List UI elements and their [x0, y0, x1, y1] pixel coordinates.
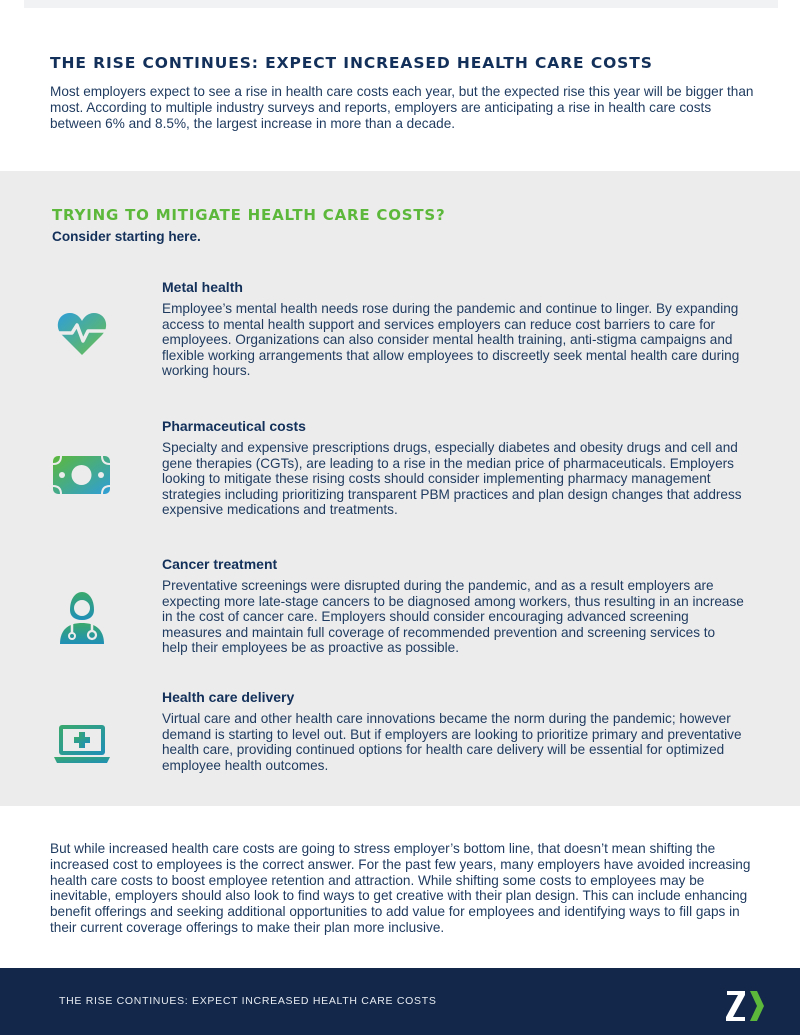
item-body: Preventative screenings were disrupted during the pandemic, and as a result employers are expecting more late-stage cancers to be diagnosed among workers, thus resulting in an increase in the cost of cancer care. Employers should consider encouraging advanced screening measures and maintain full coverage of recommended prevention and screening services to help their employees be as proactive as possible. — [162, 578, 744, 656]
top-divider — [24, 0, 778, 8]
item-body: Virtual care and other health care innovations became the norm during the pandemic; however demand is starting to level out. But if employers are looking to prioritize primary and preventative health care, providing continued options for health care delivery will be essential for optimized employee health outcomes. — [162, 711, 742, 773]
mitigation-subtitle: Consider starting here. — [52, 229, 201, 244]
item-title: Health care delivery — [162, 689, 295, 705]
item-body: Employee’s mental health needs rose during the pandemic and continue to linger. By expanding access to mental health support and services employers can reduce cost barriers to care for employees. Organizations can also consider mental health training, anti-stigma campaigns and flexible working arrangements that allow employees to discreetly seek mental health care during working hours. — [162, 301, 740, 379]
doctor-stethoscope-icon — [50, 590, 114, 642]
money-bill-icon — [50, 448, 114, 500]
zywave-logo-icon — [724, 988, 766, 1024]
laptop-medical-icon — [50, 721, 114, 773]
item-title: Cancer treatment — [162, 556, 278, 572]
heart-pulse-icon — [50, 309, 114, 361]
intro-section — [50, 54, 762, 131]
page-footer — [0, 968, 800, 1035]
item-body: Specialty and expensive prescriptions drugs, especially diabetes and obesity drugs and cell and gene therapies (CGTs), are leading to a rise in the median price of pharmaceuticals. Employers looking to mitigate these rising costs should consider implementing pharmacy management strategies including prioritizing transparent PBM practices and plan design changes that address expensive medications and treatments. — [162, 440, 742, 518]
footer-title: THE RISE CONTINUES: EXPECT INCREASED HEALTH CARE COSTS — [59, 995, 437, 1007]
intro-paragraph: Most employers expect to see a rise in health care costs each year, but the expected rise this year will be bigger than most. According to multiple industry surveys and reports, employers are anticipating a rise in health care costs between 6% and 8.5%, the largest increase in more than a decade. — [50, 84, 754, 131]
item-title: Pharmaceutical costs — [162, 418, 306, 434]
closing-paragraph: But while increased health care costs are going to stress employer’s bottom line, that doesn’t mean shifting the increased cost to employees is the correct answer. For the past few years, many employers have avoided increasing health care costs to boost employee retention and attraction. While shifting some costs to employees may be inevitable, employers should also look to find ways to get creative with their plan design. This can include enhancing benefit offerings and seeking additional opportunities to add value for employees and identifying ways to fill gaps in their current coverage offerings to make their plan more inclusive. — [50, 841, 751, 935]
item-title: Metal health — [162, 279, 243, 295]
page-title: THE RISE CONTINUES: EXPECT INCREASED HEALTH CARE COSTS — [50, 54, 653, 72]
mitigation-title: TRYING TO MITIGATE HEALTH CARE COSTS? — [52, 206, 446, 224]
